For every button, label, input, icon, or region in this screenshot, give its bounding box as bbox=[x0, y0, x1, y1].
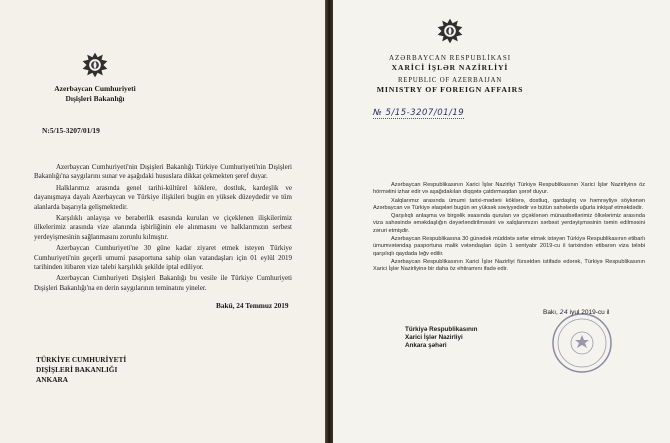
right-letter-page bbox=[333, 0, 670, 443]
right-letterhead bbox=[375, 18, 525, 95]
left-paragraph: Azerbaycan Cumhuriyeti'nin Dışişleri Bakanlığı Türkiye Cumhuriyeti'nin Dışişleri Bakanlığı'na saygılarını sunar ve aşağıdaki hususlara dikkat çekmekten şeref duyar. bbox=[34, 163, 292, 181]
right-ref-prefix: № bbox=[373, 108, 383, 118]
right-org-az-line1: AZƏRBAYCAN RESPUBLİKASI bbox=[388, 54, 512, 62]
right-org-en-line1: REPUBLIC OF AZERBAIJAN bbox=[397, 77, 503, 84]
left-paragraph: Halklarımız arasında genel tarihi-kültürel köklere, dostluk, kardeşlik ve dayanışmaya dayalı Azerbaycan ve Türkiye ilişkileri bugün en yüksek düzeydedir ve tüm alanlarda başarıyla gelişmektedir. bbox=[34, 183, 292, 211]
azerbaijan-state-emblem-icon bbox=[437, 18, 463, 44]
right-addressee-line1: Türkiyə Respublikasının bbox=[405, 326, 478, 333]
left-letterhead bbox=[50, 52, 140, 104]
page-gap-divider bbox=[325, 0, 333, 443]
azerbaijan-state-emblem-icon bbox=[82, 52, 108, 78]
official-round-stamp-icon bbox=[551, 312, 613, 374]
left-org-name-line2: Dışişleri Bakanlığı bbox=[65, 94, 125, 103]
right-paragraph: Qarşılıqlı anlaşma və birgəlik əsasında qurulan və çiçəklənən münasibətlərimiz ölkələrimiz arasında viza sahəsində əməkdaşlığın dəyərləndirilməsini və xalqlarımızın sərbəst yerdəyişməsinin təmin edilməsini zəruri etmişdir. bbox=[373, 213, 645, 234]
left-paragraph: Azerbaycan Cumhuriyeti'ne 30 güne kadar ziyaret etmek isteyen Türkiye Cumhuriyeti'nin geçerli umumi pasaportuna sahip olan vatandaşları için 01 eylül 2019 tarihinden itibaren vize talebi karşılıklı şekilde iptal ediliyor. bbox=[34, 244, 292, 272]
right-reference-number bbox=[373, 108, 464, 119]
right-letter-body bbox=[373, 182, 645, 275]
left-date: Bakü, 24 Temmuz 2019 bbox=[216, 301, 289, 310]
right-addressee-line3: Ankara şəhəri bbox=[405, 342, 447, 349]
right-date-suffix: iyul 2019-cu il bbox=[569, 309, 610, 316]
right-date-handwritten-day: 24 bbox=[559, 308, 568, 316]
right-addressee bbox=[405, 326, 477, 350]
left-letter-body bbox=[34, 163, 292, 295]
right-date bbox=[543, 308, 609, 316]
left-paragraph: Karşılıklı anlayışa ve beraberlik esasında kurulan ve çiçeklenen ilişkilerimiz ülkelerimiz arasında vize alanında işbirliğinin ele alınmasını ve halklarımızın serbest yerdeyişmesinin sağlanmasını zorunlu kılmıştır. bbox=[34, 214, 292, 241]
right-paragraph: Xalqlarımız arasında ümumi tarixi-mədəni köklərə, dostluq, qardaşlıq və həmrəyliyə söykənən Azərbaycan və Türkiyə əlaqələri bugün ən yüksək səviyyədədir və bütün sahələrdə uğurla inkişaf etməkdədir. bbox=[373, 197, 645, 211]
right-addressee-line2: Xarici İşlər Nazirliyi bbox=[405, 334, 463, 341]
left-addressee bbox=[36, 355, 126, 385]
right-date-prefix: Bakı, bbox=[543, 309, 558, 316]
right-org-en-line2: MINISTRY OF FOREIGN AFFAIRS bbox=[376, 85, 524, 94]
right-paragraph: Azərbaycan Respublikasına 30 günədək müddətə səfər etmək istəyən Türkiyə Respublikasının etibarlı ümumvətəndaş pasportuna malik vətəndaşları üçün 1 sentyabr 2019-cu il tarixindən etibarən viza tələbi qarşılıqlı qaydada ləğv edilir. bbox=[373, 236, 645, 257]
left-addressee-line2: DIŞİŞLERİ BAKANLIĞI bbox=[36, 365, 118, 374]
left-letter-page bbox=[0, 0, 325, 443]
right-ref-value: 5/15-3207/01/19 bbox=[385, 108, 465, 118]
left-addressee-line1: TÜRKİYE CUMHURİYETİ bbox=[36, 355, 127, 364]
right-org-az-line2: XARİCİ İŞLƏR NAZİRLİYİ bbox=[391, 63, 509, 72]
left-addressee-line3: ANKARA bbox=[36, 375, 69, 384]
right-paragraph: Azərbaycan Respublikasının Xarici İşlər Nazirliyi Türkiyə Respublikasının Xarici İşlər Nazirliyinə öz hörmətini izhar edir və aşağıdakıları diqqətə çatdırmaqdan şərəf duyur. bbox=[373, 182, 645, 196]
left-reference-number: N:5/15-3207/01/19 bbox=[42, 126, 100, 135]
left-org-name-line1: Azerbaycan Cumhuriyeti bbox=[54, 84, 136, 93]
right-paragraph: Azərbaycan Respublikasının Xarici İşlər Nazirliyi fürsətdən istifadə edərək, Türkiyə Respublikasının Xarici İşlər Nazirliyinə bir daha öz ehtiramını ifadə edir. bbox=[373, 258, 645, 273]
left-paragraph: Azerbaycan Cumhuriyeti Dışişleri Bakanlığı bu vesile ile Türkiye Cumhuriyeti Dışişleri Bakanlığı'na en derin saygılarının teminatını yineler. bbox=[34, 274, 292, 292]
